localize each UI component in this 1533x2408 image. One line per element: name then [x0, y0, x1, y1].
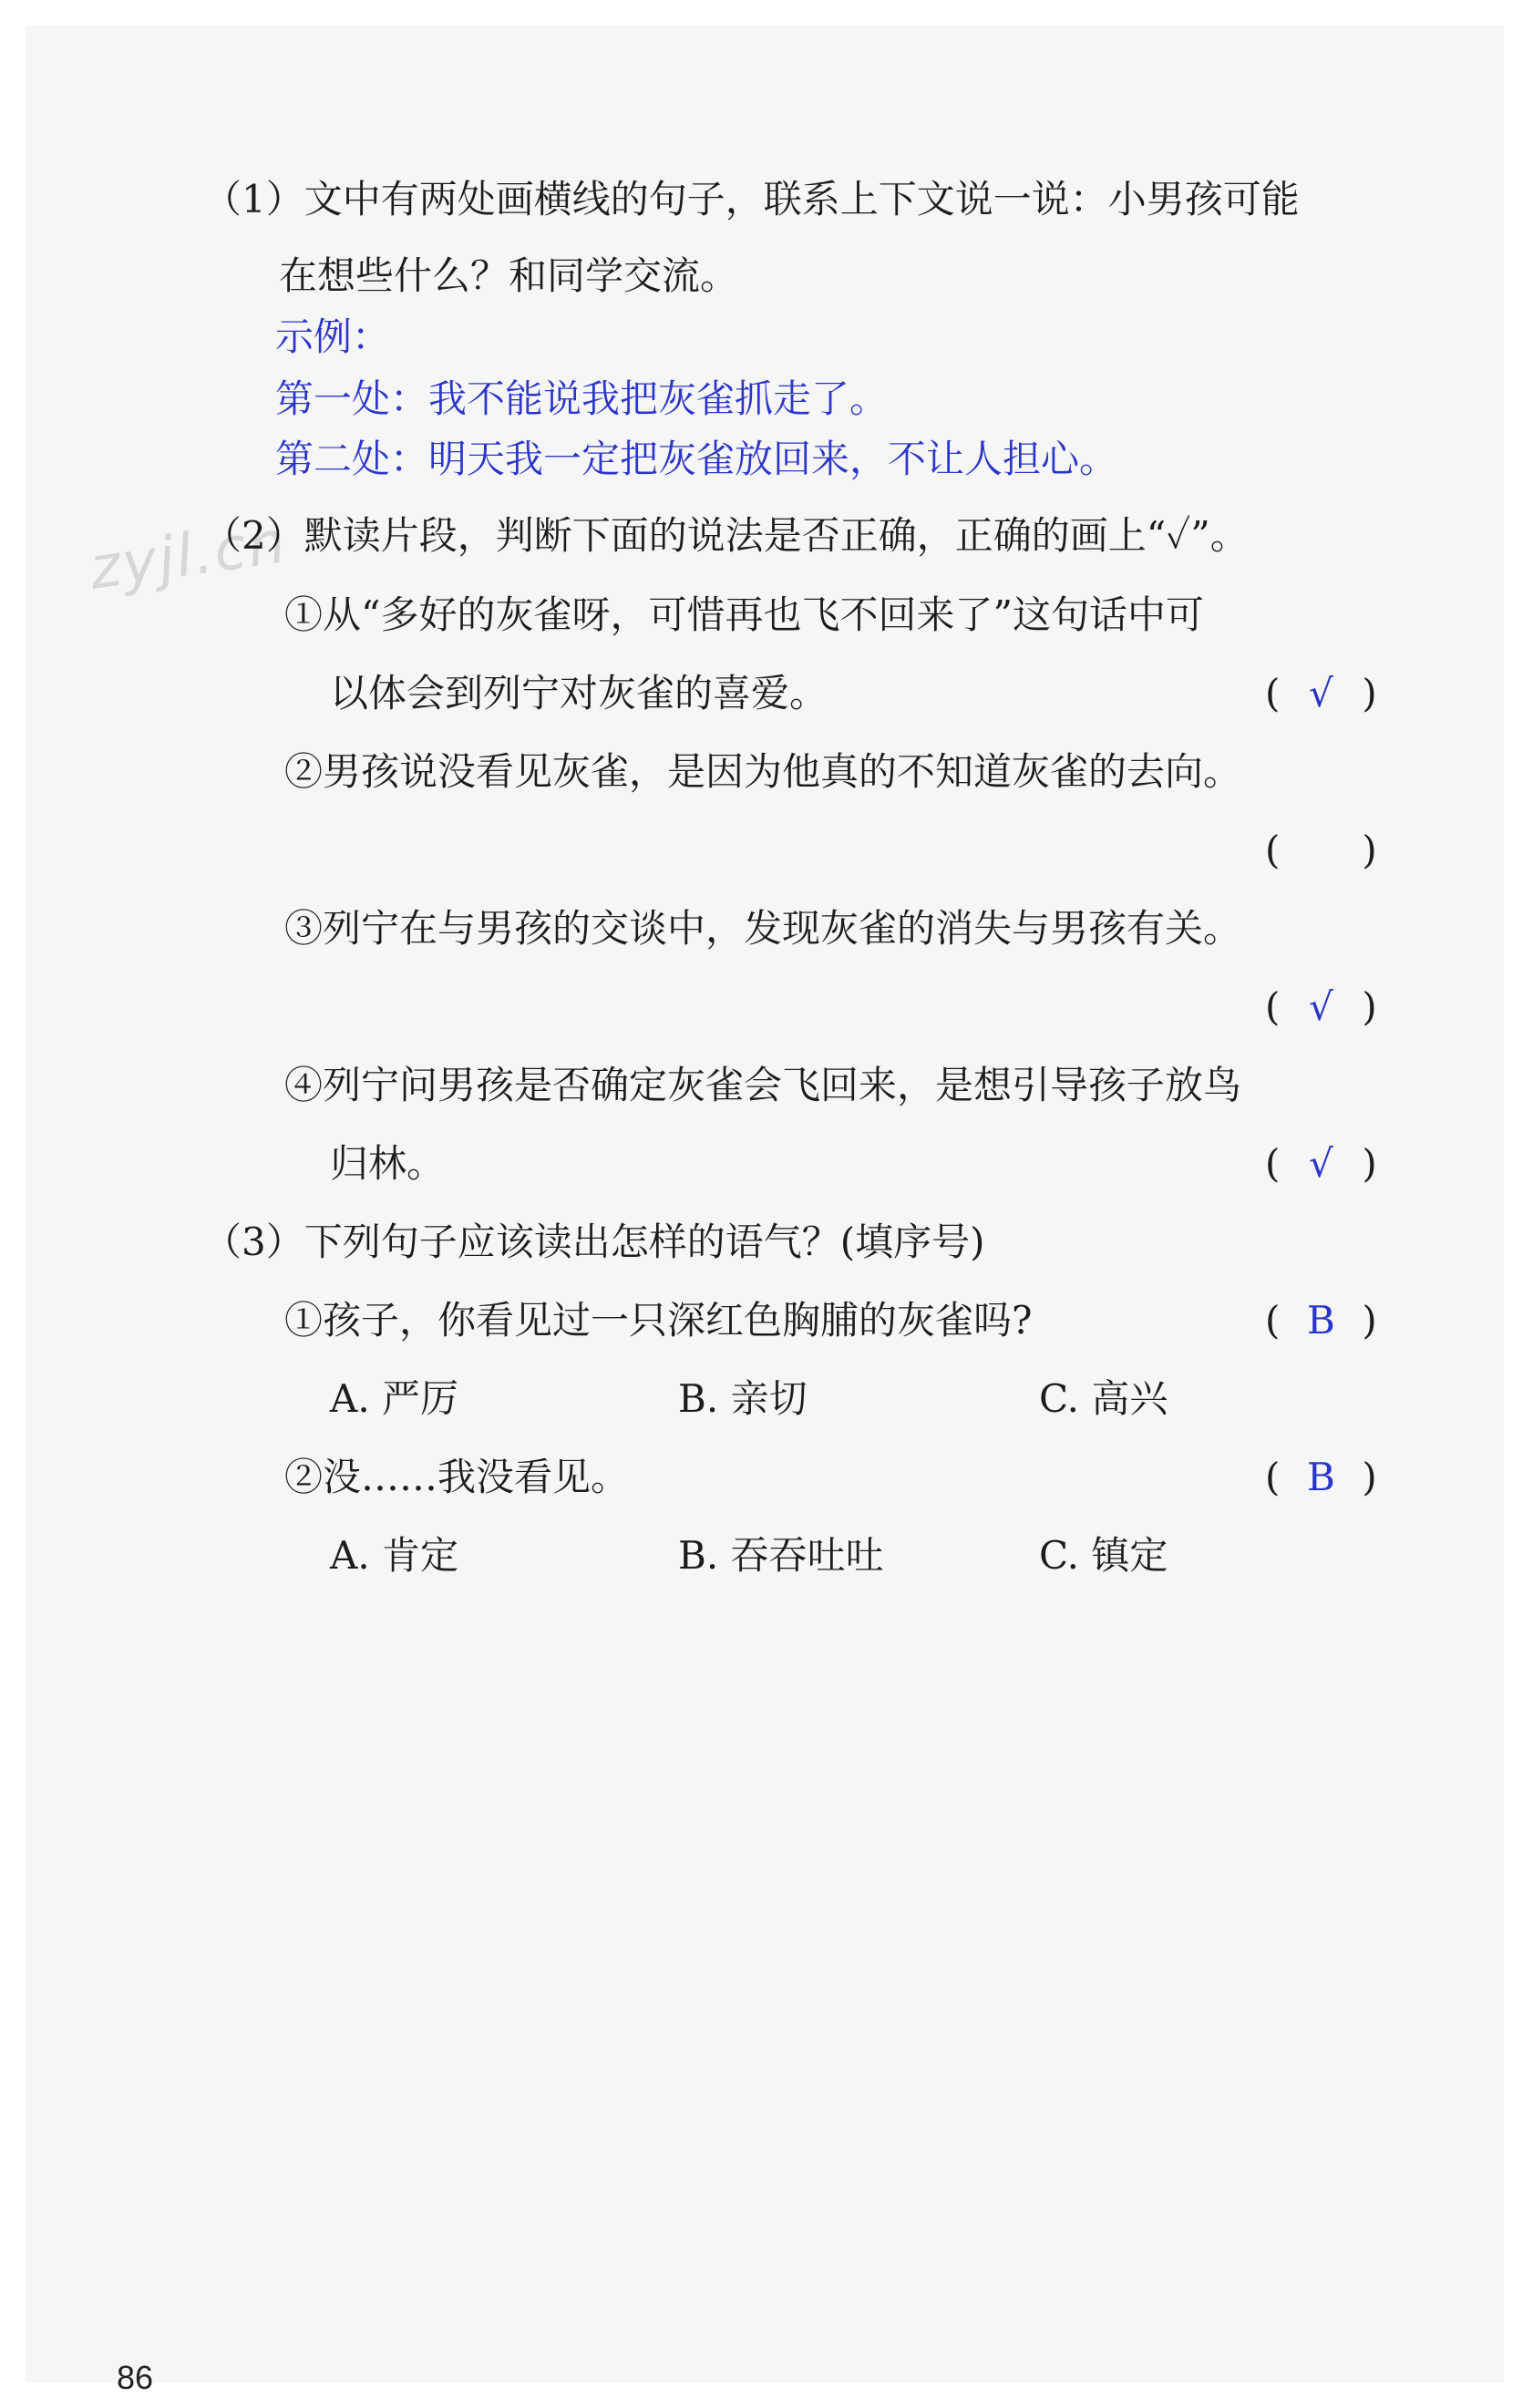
q2-item4-line1: ④列宁问男孩是否确定灰雀会飞回来，是想引导孩子放鸟 [284, 1063, 1242, 1107]
q2-item3-answer: √ [1309, 984, 1333, 1029]
q2-item3-answer-box[interactable] [1265, 980, 1377, 1034]
paren-open: ( [1265, 1298, 1281, 1343]
q3-item2-text: ②没……我没看见。 [284, 1455, 630, 1499]
q3-item1-answer-box[interactable] [1265, 1293, 1377, 1348]
paren-open: ( [1265, 1455, 1281, 1499]
q2-item1-answer-box[interactable] [1265, 666, 1377, 721]
q2-item2-answer-box[interactable] [1265, 823, 1377, 878]
q3-item2-option-b: B. 吞吞吐吐 [678, 1533, 884, 1578]
q2-item4-answer-box[interactable] [1265, 1137, 1377, 1191]
paren-close: ) [1362, 1298, 1377, 1343]
q2-item4-answer: √ [1309, 1141, 1333, 1186]
q2-item1-answer: √ [1309, 671, 1333, 715]
q2-item2-line1: ②男孩说没看见灰雀，是因为他真的不知道灰雀的去向。 [284, 749, 1242, 794]
paren-open: ( [1265, 984, 1281, 1029]
paren-close: ) [1362, 828, 1377, 872]
paren-close: ) [1362, 984, 1377, 1029]
q2-prompt: （2）默读片段，判断下面的说法是否正确，正确的画上“✓”。 [203, 513, 1249, 558]
q2-item4-line2: 归林。 [330, 1141, 446, 1186]
paren-close: ) [1362, 1455, 1377, 1499]
q3-item1-option-b: B. 亲切 [678, 1376, 808, 1421]
workbook-page [26, 26, 1504, 2396]
q2-item3-line1: ③列宁在与男孩的交谈中，发现灰雀的消失与男孩有关。 [284, 906, 1242, 951]
watermark: zyjl.cn [85, 509, 292, 603]
q2-item1-line2: 以体会到列宁对灰雀的喜爱。 [330, 671, 828, 715]
q3-item2-answer: B [1306, 1455, 1335, 1499]
q3-item1-answer: B [1306, 1298, 1335, 1343]
q3-item1-text: ①孩子，你看见过一只深红色胸脯的灰雀吗? [284, 1298, 1033, 1343]
q2-item1-line1: ①从“多好的灰雀呀，可惜再也飞不回来了”这句话中可 [284, 592, 1204, 637]
q1-answer-1: 第一处：我不能说我把灰雀抓走了。 [275, 376, 889, 421]
q3-item2-answer-box[interactable] [1265, 1450, 1377, 1505]
q1-prompt-line1: （1）文中有两处画横线的句子，联系上下文说一说：小男孩可能 [203, 177, 1300, 221]
q3-item1-option-a: A. 严厉 [330, 1376, 459, 1421]
q3-item1-option-c: C. 高兴 [1039, 1376, 1168, 1421]
paren-close: ) [1362, 671, 1377, 715]
paren-open: ( [1265, 671, 1281, 715]
q3-item2-option-c: C. 镇定 [1039, 1533, 1168, 1578]
q1-prompt-line2: 在想些什么？和同学交流。 [279, 253, 739, 298]
paren-open: ( [1265, 828, 1281, 872]
page-number: 86 [117, 2359, 154, 2396]
q1-answer-2: 第二处：明天我一定把灰雀放回来，不让人担心。 [275, 437, 1118, 481]
q3-prompt: （3）下列句子应该读出怎样的语气？(填序号) [203, 1219, 985, 1264]
paren-close: ) [1362, 1141, 1377, 1186]
q1-example-label: 示例： [275, 314, 391, 359]
q3-item2-option-a: A. 肯定 [330, 1533, 459, 1578]
paren-open: ( [1265, 1141, 1281, 1186]
